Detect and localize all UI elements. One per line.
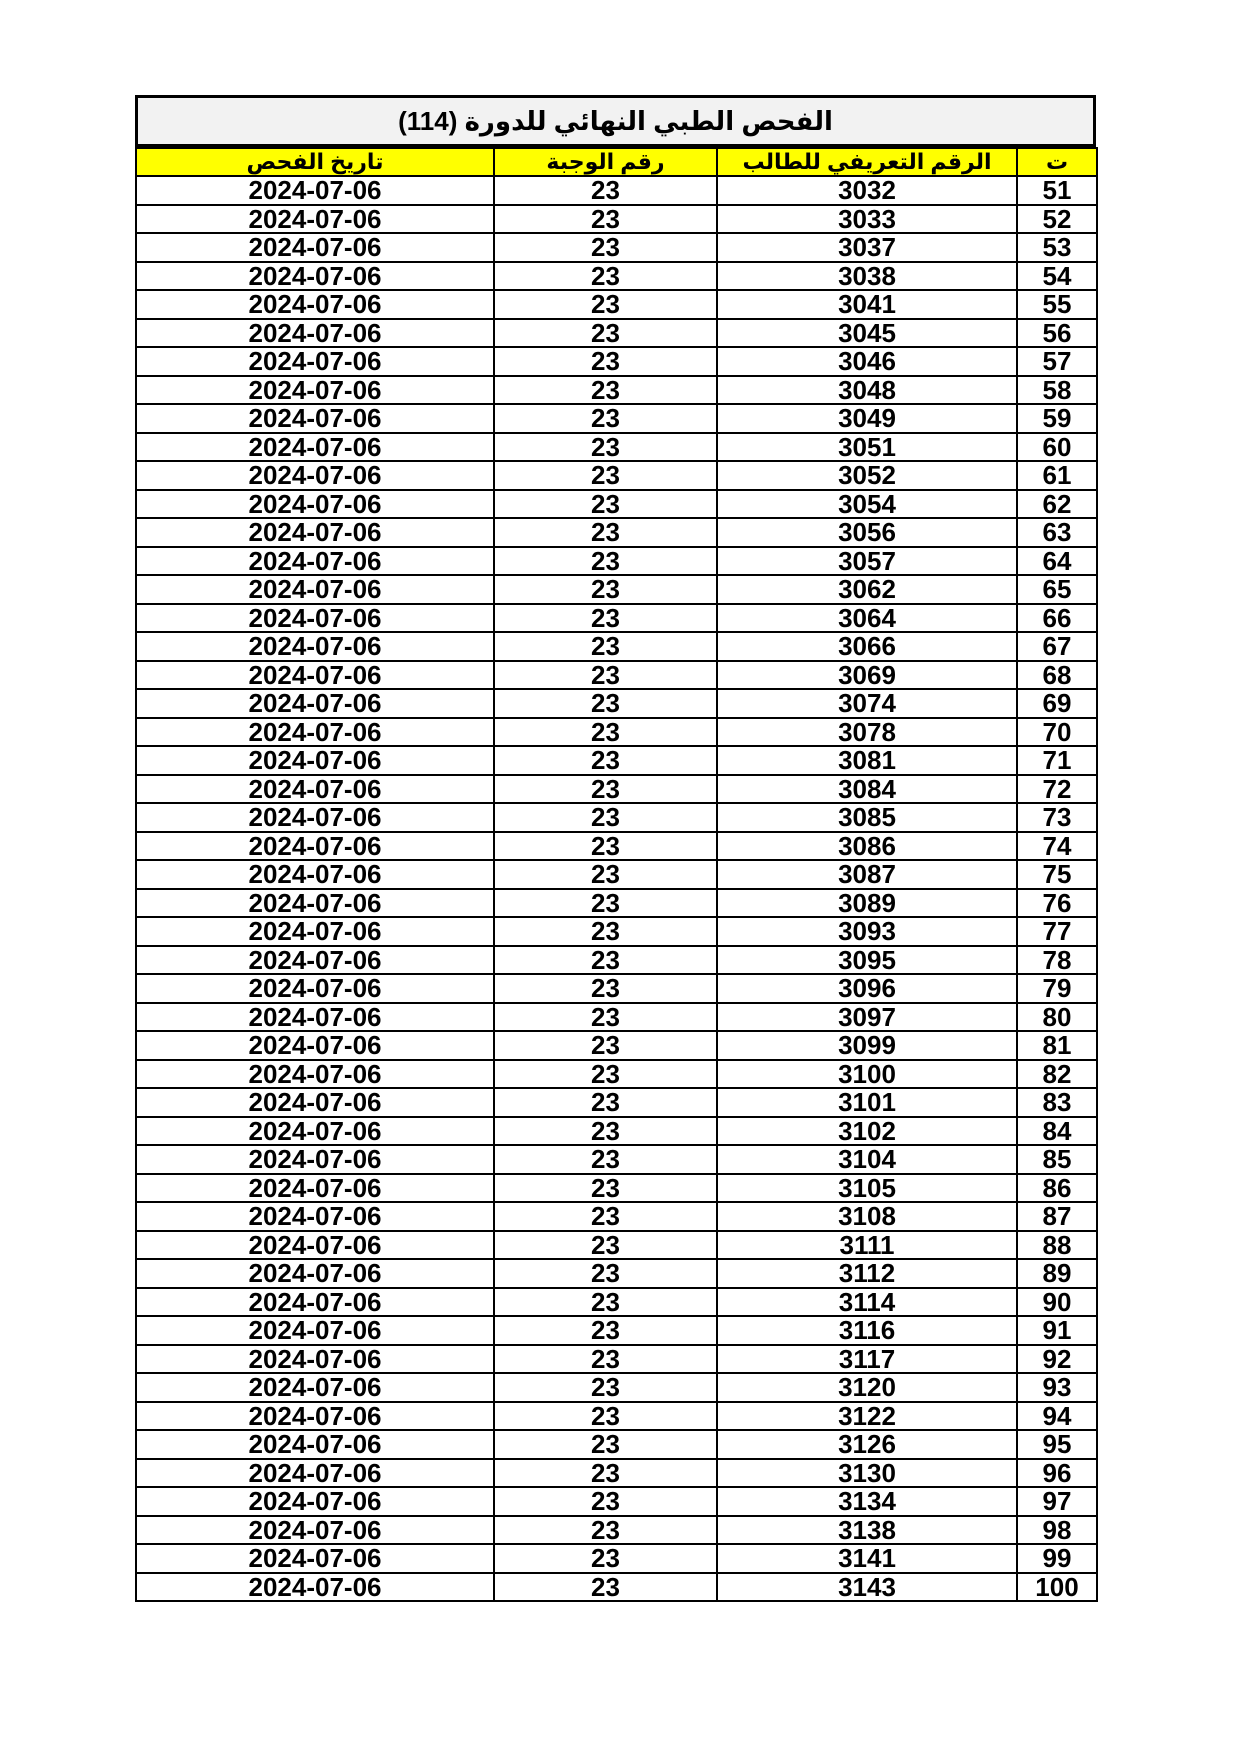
cell-student-id: 3134 [717,1487,1017,1516]
cell-seq: 70 [1017,718,1097,747]
cell-meal-number: 23 [494,974,717,1003]
cell-student-id: 3045 [717,319,1017,348]
cell-meal-number: 23 [494,547,717,576]
table-row [136,803,1097,832]
cell-exam-date: 2024-07-06 [136,1487,494,1516]
table-row [136,1430,1097,1459]
cell-student-id: 3057 [717,547,1017,576]
cell-student-id: 3100 [717,1060,1017,1089]
cell-meal-number: 23 [494,1288,717,1317]
table-row [136,1202,1097,1231]
cell-exam-date: 2024-07-06 [136,376,494,405]
cell-exam-date: 2024-07-06 [136,1516,494,1545]
cell-exam-date: 2024-07-06 [136,604,494,633]
cell-meal-number: 23 [494,518,717,547]
cell-exam-date: 2024-07-06 [136,1544,494,1573]
students-table [135,147,1098,1602]
cell-seq: 63 [1017,518,1097,547]
cell-exam-date: 2024-07-06 [136,1259,494,1288]
table-row [136,1060,1097,1089]
cell-seq: 79 [1017,974,1097,1003]
cell-meal-number: 23 [494,1231,717,1260]
cell-exam-date: 2024-07-06 [136,974,494,1003]
cell-meal-number: 23 [494,176,717,205]
table-row [136,661,1097,690]
table-row [136,917,1097,946]
cell-exam-date: 2024-07-06 [136,1003,494,1032]
cell-student-id: 3089 [717,889,1017,918]
table-row [136,347,1097,376]
cell-student-id: 3097 [717,1003,1017,1032]
cell-exam-date: 2024-07-06 [136,233,494,262]
cell-meal-number: 23 [494,689,717,718]
header-row [136,148,1097,176]
table-row [136,1459,1097,1488]
table-row [136,262,1097,291]
table-row [136,889,1097,918]
cell-student-id: 3117 [717,1345,1017,1374]
cell-student-id: 3086 [717,832,1017,861]
cell-student-id: 3120 [717,1373,1017,1402]
cell-meal-number: 23 [494,1402,717,1431]
table-row [136,689,1097,718]
cell-student-id: 3141 [717,1544,1017,1573]
cell-exam-date: 2024-07-06 [136,1573,494,1602]
cell-exam-date: 2024-07-06 [136,1430,494,1459]
cell-student-id: 3052 [717,461,1017,490]
table-row [136,1487,1097,1516]
table-row [136,1345,1097,1374]
cell-student-id: 3095 [717,946,1017,975]
cell-seq: 76 [1017,889,1097,918]
cell-seq: 86 [1017,1174,1097,1203]
cell-exam-date: 2024-07-06 [136,803,494,832]
cell-meal-number: 23 [494,832,717,861]
table-row [136,1231,1097,1260]
cell-seq: 97 [1017,1487,1097,1516]
table-row [136,205,1097,234]
cell-student-id: 3049 [717,404,1017,433]
cell-seq: 99 [1017,1544,1097,1573]
cell-seq: 67 [1017,632,1097,661]
table-row [136,404,1097,433]
cell-seq: 66 [1017,604,1097,633]
table-row [136,1088,1097,1117]
cell-seq: 81 [1017,1031,1097,1060]
cell-meal-number: 23 [494,604,717,633]
cell-exam-date: 2024-07-06 [136,433,494,462]
header-exam-date: تاريخ الفحص [136,148,494,176]
cell-student-id: 3112 [717,1259,1017,1288]
cell-seq: 74 [1017,832,1097,861]
cell-student-id: 3087 [717,860,1017,889]
cell-meal-number: 23 [494,1060,717,1089]
table-row [136,490,1097,519]
cell-exam-date: 2024-07-06 [136,461,494,490]
cell-exam-date: 2024-07-06 [136,832,494,861]
cell-meal-number: 23 [494,1003,717,1032]
cell-meal-number: 23 [494,803,717,832]
cell-exam-date: 2024-07-06 [136,290,494,319]
cell-seq: 72 [1017,775,1097,804]
table-row [136,176,1097,205]
cell-student-id: 3041 [717,290,1017,319]
table-row [136,860,1097,889]
cell-exam-date: 2024-07-06 [136,689,494,718]
cell-student-id: 3032 [717,176,1017,205]
table-row [136,1259,1097,1288]
cell-meal-number: 23 [494,946,717,975]
table-row [136,832,1097,861]
cell-exam-date: 2024-07-06 [136,347,494,376]
cell-exam-date: 2024-07-06 [136,1202,494,1231]
cell-meal-number: 23 [494,746,717,775]
cell-student-id: 3108 [717,1202,1017,1231]
cell-meal-number: 23 [494,1117,717,1146]
table-row [136,946,1097,975]
cell-exam-date: 2024-07-06 [136,632,494,661]
cell-seq: 68 [1017,661,1097,690]
cell-meal-number: 23 [494,233,717,262]
cell-meal-number: 23 [494,1487,717,1516]
cell-meal-number: 23 [494,1544,717,1573]
cell-student-id: 3111 [717,1231,1017,1260]
cell-student-id: 3084 [717,775,1017,804]
cell-exam-date: 2024-07-06 [136,917,494,946]
cell-seq: 82 [1017,1060,1097,1089]
cell-meal-number: 23 [494,775,717,804]
cell-exam-date: 2024-07-06 [136,319,494,348]
cell-meal-number: 23 [494,347,717,376]
cell-seq: 65 [1017,575,1097,604]
table-row [136,319,1097,348]
cell-meal-number: 23 [494,1031,717,1060]
cell-exam-date: 2024-07-06 [136,404,494,433]
cell-seq: 96 [1017,1459,1097,1488]
cell-seq: 73 [1017,803,1097,832]
cell-seq: 80 [1017,1003,1097,1032]
cell-seq: 94 [1017,1402,1097,1431]
cell-exam-date: 2024-07-06 [136,176,494,205]
cell-meal-number: 23 [494,718,717,747]
cell-seq: 92 [1017,1345,1097,1374]
table-row [136,1117,1097,1146]
cell-seq: 58 [1017,376,1097,405]
cell-exam-date: 2024-07-06 [136,661,494,690]
cell-student-id: 3074 [717,689,1017,718]
cell-seq: 69 [1017,689,1097,718]
cell-student-id: 3038 [717,262,1017,291]
cell-student-id: 3099 [717,1031,1017,1060]
cell-exam-date: 2024-07-06 [136,1288,494,1317]
cell-exam-date: 2024-07-06 [136,1231,494,1260]
cell-meal-number: 23 [494,376,717,405]
cell-exam-date: 2024-07-06 [136,746,494,775]
cell-meal-number: 23 [494,1202,717,1231]
table-row [136,604,1097,633]
cell-exam-date: 2024-07-06 [136,1117,494,1146]
cell-exam-date: 2024-07-06 [136,775,494,804]
table-row [136,233,1097,262]
cell-seq: 60 [1017,433,1097,462]
cell-meal-number: 23 [494,1259,717,1288]
cell-meal-number: 23 [494,889,717,918]
cell-seq: 54 [1017,262,1097,291]
cell-exam-date: 2024-07-06 [136,547,494,576]
table-row [136,1573,1097,1602]
table-row [136,1031,1097,1060]
cell-student-id: 3102 [717,1117,1017,1146]
table-body [136,176,1097,1601]
cell-student-id: 3069 [717,661,1017,690]
cell-seq: 61 [1017,461,1097,490]
cell-exam-date: 2024-07-06 [136,490,494,519]
cell-seq: 71 [1017,746,1097,775]
cell-student-id: 3081 [717,746,1017,775]
cell-exam-date: 2024-07-06 [136,718,494,747]
cell-meal-number: 23 [494,1145,717,1174]
cell-seq: 90 [1017,1288,1097,1317]
cell-meal-number: 23 [494,433,717,462]
cell-student-id: 3033 [717,205,1017,234]
cell-student-id: 3096 [717,974,1017,1003]
cell-exam-date: 2024-07-06 [136,205,494,234]
cell-exam-date: 2024-07-06 [136,1373,494,1402]
cell-student-id: 3051 [717,433,1017,462]
cell-exam-date: 2024-07-06 [136,1145,494,1174]
cell-exam-date: 2024-07-06 [136,1060,494,1089]
cell-seq: 64 [1017,547,1097,576]
cell-exam-date: 2024-07-06 [136,889,494,918]
table-row [136,1145,1097,1174]
cell-student-id: 3116 [717,1316,1017,1345]
cell-meal-number: 23 [494,917,717,946]
cell-seq: 95 [1017,1430,1097,1459]
cell-seq: 87 [1017,1202,1097,1231]
cell-seq: 75 [1017,860,1097,889]
table-row [136,547,1097,576]
cell-seq: 93 [1017,1373,1097,1402]
header-student-id: الرقم التعريفي للطالب [717,148,1017,176]
cell-exam-date: 2024-07-06 [136,1031,494,1060]
cell-student-id: 3062 [717,575,1017,604]
cell-student-id: 3138 [717,1516,1017,1545]
cell-student-id: 3143 [717,1573,1017,1602]
cell-exam-date: 2024-07-06 [136,518,494,547]
cell-seq: 88 [1017,1231,1097,1260]
cell-meal-number: 23 [494,1459,717,1488]
cell-meal-number: 23 [494,262,717,291]
table-row [136,746,1097,775]
cell-seq: 78 [1017,946,1097,975]
table-row [136,1373,1097,1402]
cell-student-id: 3114 [717,1288,1017,1317]
cell-meal-number: 23 [494,661,717,690]
cell-meal-number: 23 [494,1516,717,1545]
table-row [136,518,1097,547]
table-row [136,1544,1097,1573]
cell-meal-number: 23 [494,575,717,604]
cell-meal-number: 23 [494,860,717,889]
cell-seq: 85 [1017,1145,1097,1174]
cell-exam-date: 2024-07-06 [136,262,494,291]
cell-student-id: 3130 [717,1459,1017,1488]
cell-seq: 84 [1017,1117,1097,1146]
table-row [136,1288,1097,1317]
cell-meal-number: 23 [494,632,717,661]
cell-seq: 77 [1017,917,1097,946]
cell-meal-number: 23 [494,1174,717,1203]
cell-seq: 98 [1017,1516,1097,1545]
cell-meal-number: 23 [494,461,717,490]
table-row [136,1003,1097,1032]
cell-seq: 62 [1017,490,1097,519]
table-row [136,1174,1097,1203]
cell-exam-date: 2024-07-06 [136,1316,494,1345]
cell-student-id: 3078 [717,718,1017,747]
cell-seq: 53 [1017,233,1097,262]
cell-student-id: 3046 [717,347,1017,376]
table-row [136,433,1097,462]
cell-student-id: 3054 [717,490,1017,519]
table-row [136,974,1097,1003]
cell-student-id: 3101 [717,1088,1017,1117]
table-row [136,718,1097,747]
cell-exam-date: 2024-07-06 [136,946,494,975]
cell-student-id: 3105 [717,1174,1017,1203]
cell-meal-number: 23 [494,1316,717,1345]
cell-exam-date: 2024-07-06 [136,1174,494,1203]
cell-meal-number: 23 [494,319,717,348]
table-row [136,575,1097,604]
cell-student-id: 3126 [717,1430,1017,1459]
header-meal-number: رقم الوجبة [494,148,717,176]
cell-seq: 59 [1017,404,1097,433]
cell-seq: 100 [1017,1573,1097,1602]
cell-meal-number: 23 [494,1345,717,1374]
cell-student-id: 3064 [717,604,1017,633]
cell-seq: 91 [1017,1316,1097,1345]
table-row [136,461,1097,490]
cell-meal-number: 23 [494,290,717,319]
cell-exam-date: 2024-07-06 [136,1345,494,1374]
cell-exam-date: 2024-07-06 [136,575,494,604]
cell-exam-date: 2024-07-06 [136,1459,494,1488]
header-seq: ت [1017,148,1097,176]
cell-student-id: 3048 [717,376,1017,405]
cell-student-id: 3056 [717,518,1017,547]
cell-seq: 51 [1017,176,1097,205]
cell-student-id: 3037 [717,233,1017,262]
cell-student-id: 3066 [717,632,1017,661]
cell-meal-number: 23 [494,1573,717,1602]
cell-student-id: 3104 [717,1145,1017,1174]
table-row [136,290,1097,319]
cell-seq: 57 [1017,347,1097,376]
cell-seq: 55 [1017,290,1097,319]
table-row [136,1402,1097,1431]
document-title: الفحص الطبي النهائي للدورة (114) [135,95,1096,147]
cell-student-id: 3085 [717,803,1017,832]
cell-exam-date: 2024-07-06 [136,860,494,889]
cell-exam-date: 2024-07-06 [136,1402,494,1431]
table-row [136,632,1097,661]
table-row [136,775,1097,804]
cell-student-id: 3093 [717,917,1017,946]
cell-student-id: 3122 [717,1402,1017,1431]
cell-seq: 56 [1017,319,1097,348]
cell-seq: 89 [1017,1259,1097,1288]
cell-seq: 52 [1017,205,1097,234]
table-row [136,376,1097,405]
table-row [136,1516,1097,1545]
exam-sheet [135,95,1096,1602]
cell-meal-number: 23 [494,1373,717,1402]
cell-seq: 83 [1017,1088,1097,1117]
cell-meal-number: 23 [494,1430,717,1459]
cell-meal-number: 23 [494,490,717,519]
cell-exam-date: 2024-07-06 [136,1088,494,1117]
table-row [136,1316,1097,1345]
cell-meal-number: 23 [494,1088,717,1117]
cell-meal-number: 23 [494,205,717,234]
cell-meal-number: 23 [494,404,717,433]
